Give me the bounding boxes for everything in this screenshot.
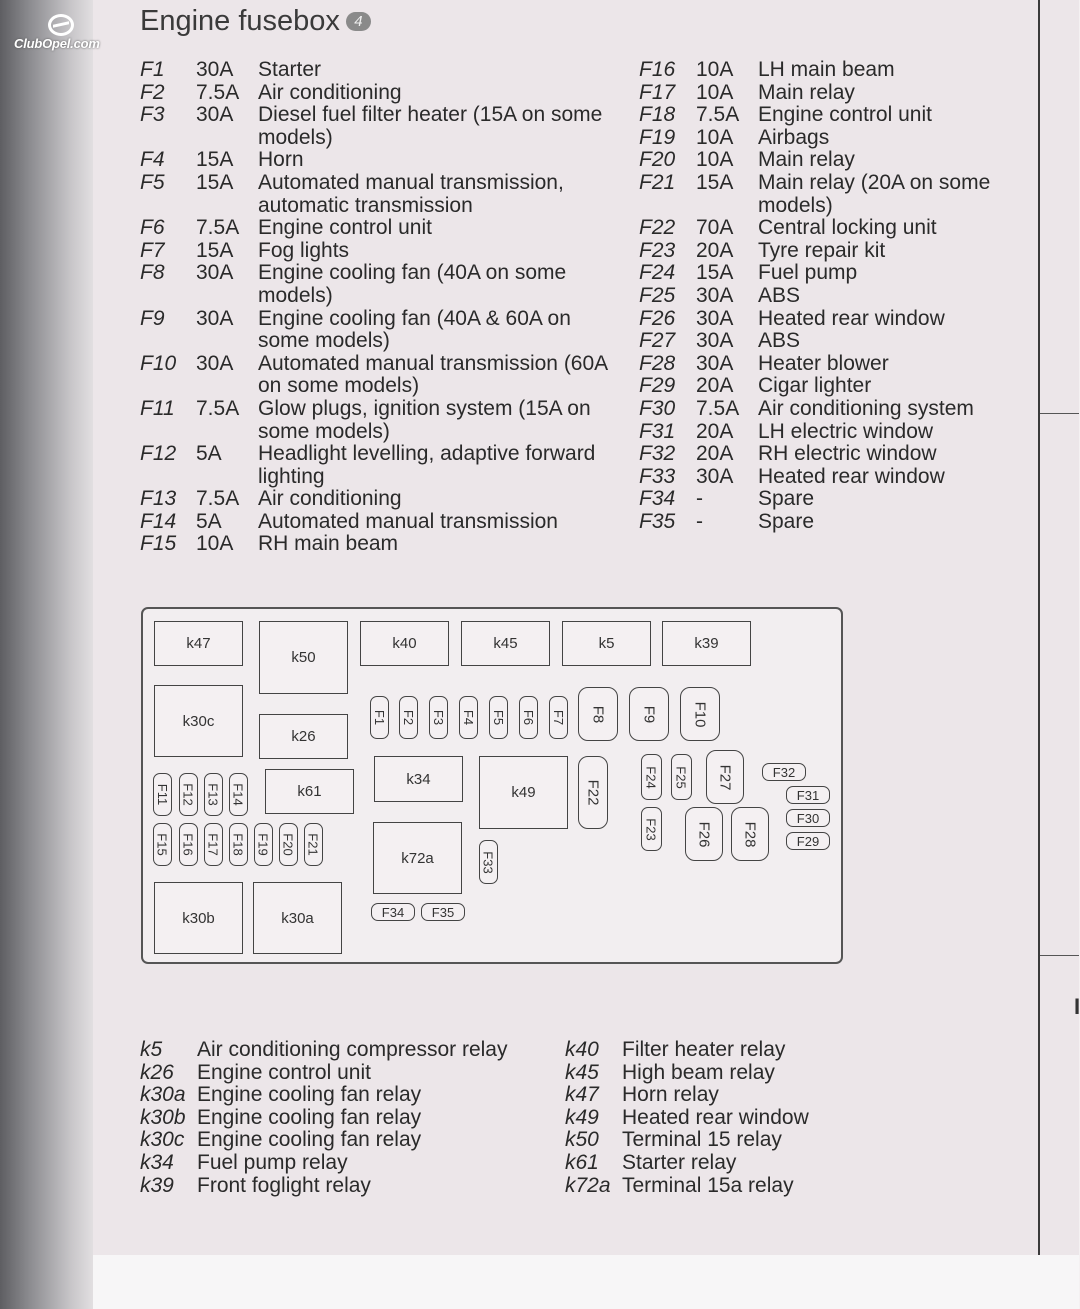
fuse-f22: F22 — [578, 756, 608, 829]
fuse-entry — [140, 149, 620, 172]
fuse-id: F18 — [639, 103, 676, 127]
relay-desc: Heated rear window — [622, 1105, 809, 1129]
relay-k26: k26 — [259, 714, 348, 759]
fuse-f18: F18 — [229, 823, 248, 866]
relay-id: k50 — [565, 1128, 599, 1152]
fuse-id: F13 — [140, 487, 177, 511]
fuse-amp: 7.5A — [696, 396, 740, 420]
relay-k50: k50 — [259, 621, 348, 694]
fuse-f5: F5 — [489, 696, 508, 739]
fuse-amp: 20A — [696, 419, 734, 443]
fuse-desc: Air conditioning system — [758, 396, 974, 420]
fuse-id: F26 — [639, 306, 676, 330]
fuse-id: F23 — [639, 238, 676, 262]
fuse-desc: LH electric window — [758, 419, 934, 443]
fuse-f14: F14 — [229, 773, 248, 816]
relay-entry — [565, 1175, 865, 1198]
edge-divider — [1040, 955, 1079, 956]
fuse-entry — [140, 59, 620, 82]
relay-k30c: k30c — [154, 685, 243, 757]
fuse-id: F32 — [639, 442, 676, 466]
relay-k72a: k72a — [373, 822, 462, 894]
relay-entry — [140, 1175, 560, 1198]
fuse-f32: F32 — [762, 763, 806, 781]
fuse-f31: F31 — [786, 786, 830, 804]
fuse-amp: 10A — [696, 58, 734, 81]
fuse-id: F33 — [639, 464, 676, 488]
fuse-desc: Central locking unit — [758, 216, 937, 240]
fuse-f11: F11 — [153, 773, 172, 816]
relay-entry — [140, 1129, 560, 1152]
fuse-desc: Engine cooling fan (40A & 60A on some models) — [258, 306, 571, 353]
fuse-entry — [140, 104, 620, 149]
fuse-amp: 7.5A — [196, 216, 240, 240]
relay-id: k49 — [565, 1105, 599, 1129]
relay-entry — [565, 1084, 865, 1107]
fuse-amp: 5A — [196, 442, 222, 466]
relay-desc: Terminal 15a relay — [622, 1173, 794, 1197]
relay-k49: k49 — [479, 756, 568, 829]
edge-text-fragment: I — [1074, 994, 1080, 1019]
fuse-entry — [639, 82, 1039, 105]
fuse-amp: 20A — [696, 374, 734, 398]
fuse-f24: F24 — [641, 754, 662, 800]
fuse-amp: 10A — [696, 148, 734, 172]
fuse-entry — [639, 240, 1039, 263]
relay-k40: k40 — [360, 621, 449, 666]
fuse-entry — [639, 443, 1039, 466]
fuse-amp: 7.5A — [696, 103, 740, 127]
fuse-desc: Starter — [258, 58, 322, 81]
fuse-id: F30 — [639, 396, 676, 420]
fuse-id: F2 — [140, 80, 165, 104]
relay-entry — [565, 1039, 865, 1062]
fuse-desc: RH electric window — [758, 442, 937, 466]
fuse-id: F6 — [140, 216, 165, 240]
relay-id: k47 — [565, 1083, 599, 1107]
relay-desc: High beam relay — [622, 1060, 775, 1084]
fuse-f35: F35 — [421, 903, 465, 921]
fuse-amp: 30A — [696, 464, 734, 488]
relay-id: k30a — [140, 1083, 186, 1107]
fuse-desc: Engine control unit — [258, 216, 432, 240]
fuse-id: F24 — [639, 261, 676, 285]
fuse-desc: Main relay (20A on some models) — [758, 170, 991, 217]
fuse-f7: F7 — [549, 696, 568, 739]
fuse-amp: 70A — [696, 216, 734, 240]
fuse-id: F28 — [639, 351, 676, 375]
relay-entry — [140, 1107, 560, 1130]
page-bottom-margin — [93, 1255, 1079, 1309]
fuse-f1: F1 — [370, 696, 389, 739]
fuse-id: F16 — [639, 58, 676, 81]
fuse-desc: Engine cooling fan (40A on some models) — [258, 261, 567, 307]
relay-entry — [565, 1129, 865, 1152]
book-spine — [0, 0, 95, 1309]
relay-entry — [140, 1062, 560, 1085]
fusebox-diagram — [141, 607, 843, 964]
fuse-f25: F25 — [671, 754, 692, 800]
fuse-entry — [639, 217, 1039, 240]
fuse-desc: Airbags — [758, 125, 830, 149]
relay-list-right — [565, 1039, 865, 1197]
fuse-id: F4 — [140, 148, 165, 172]
fuse-amp: 30A — [196, 103, 234, 127]
fuse-desc: Air conditioning — [258, 487, 402, 511]
fuse-id: F34 — [639, 487, 676, 511]
relay-k30a: k30a — [253, 882, 342, 954]
fuse-entry — [639, 375, 1039, 398]
fuse-amp: 7.5A — [196, 80, 240, 104]
fuse-amp: - — [696, 487, 703, 511]
fuse-entry — [140, 488, 620, 511]
fuse-desc: Automated manual transmission (60A on some models) — [258, 351, 608, 398]
fuse-id: F19 — [639, 125, 676, 149]
fuse-desc: Air conditioning — [258, 80, 402, 104]
relay-k30b: k30b — [154, 882, 243, 954]
fuse-entry — [639, 172, 1039, 217]
fuse-amp: 10A — [696, 125, 734, 149]
fuse-amp: 30A — [696, 283, 734, 307]
fuse-entry — [140, 353, 620, 398]
page-title — [140, 5, 371, 38]
fuse-desc: LH main beam — [758, 58, 895, 81]
fuse-desc: Diesel fuel filter heater (15A on some models) — [258, 103, 603, 149]
relay-id: k34 — [140, 1150, 174, 1174]
fuse-list-right — [639, 59, 1039, 533]
fuse-entry — [140, 443, 620, 488]
relay-id: k61 — [565, 1150, 599, 1174]
fuse-f28: F28 — [731, 807, 769, 861]
relay-k47: k47 — [154, 621, 243, 666]
relay-id: k30c — [140, 1128, 185, 1152]
fuse-f9: F9 — [629, 687, 669, 741]
relay-id: k72a — [565, 1173, 611, 1197]
fuse-f13: F13 — [204, 773, 223, 816]
fuse-amp: 10A — [696, 80, 734, 104]
fuse-amp: 30A — [696, 351, 734, 375]
relay-desc: Filter heater relay — [622, 1038, 786, 1061]
fuse-entry — [140, 511, 620, 534]
edge-divider — [1040, 413, 1079, 414]
fuse-entry — [140, 308, 620, 353]
fuse-id: F10 — [140, 351, 177, 375]
relay-entry — [140, 1152, 560, 1175]
fuse-f19: F19 — [254, 823, 273, 866]
fuse-entry — [639, 353, 1039, 376]
fuse-entry — [639, 308, 1039, 331]
relay-desc: Engine cooling fan relay — [197, 1105, 422, 1129]
fuse-f15: F15 — [153, 823, 172, 866]
relay-desc: Front foglight relay — [197, 1173, 371, 1197]
fuse-desc: Fog lights — [258, 238, 350, 262]
relay-id: k39 — [140, 1173, 174, 1197]
fuse-entry — [639, 398, 1039, 421]
fuse-f26: F26 — [685, 807, 723, 861]
fuse-amp: 7.5A — [196, 487, 240, 511]
fuse-desc: Main relay — [758, 80, 855, 104]
fuse-f17: F17 — [204, 823, 223, 866]
relay-id: k45 — [565, 1060, 599, 1084]
fuse-f23: F23 — [641, 807, 662, 851]
relay-desc: Engine cooling fan relay — [197, 1083, 422, 1107]
fuse-desc: Engine control unit — [758, 103, 932, 127]
page-title-text: Engine fusebox — [140, 5, 340, 37]
fuse-entry — [140, 217, 620, 240]
fuse-f33: F33 — [479, 840, 498, 884]
fuse-desc: Spare — [758, 487, 815, 511]
fuse-entry — [140, 398, 620, 443]
fuse-desc: Cigar lighter — [758, 374, 872, 398]
fuse-id: F27 — [639, 329, 676, 353]
fuse-amp: 10A — [196, 532, 234, 556]
fuse-f30: F30 — [786, 809, 830, 827]
relay-list-left — [140, 1039, 560, 1197]
fuse-id: F35 — [639, 509, 676, 533]
fuse-entry — [639, 59, 1039, 82]
fuse-f3: F3 — [429, 696, 448, 739]
fuse-f21: F21 — [304, 823, 323, 866]
relay-id: k40 — [565, 1038, 599, 1061]
fuse-id: F25 — [639, 283, 676, 307]
watermark-logo-icon — [48, 14, 74, 36]
fuse-desc: Fuel pump — [758, 261, 858, 285]
fuse-entry — [140, 533, 620, 556]
relay-k5: k5 — [562, 621, 651, 666]
fuse-id: F3 — [140, 103, 165, 127]
fuse-id: F21 — [639, 170, 676, 194]
fuse-entry — [639, 511, 1039, 534]
fuse-desc: Main relay — [758, 148, 855, 172]
fuse-f27: F27 — [706, 750, 744, 804]
fuse-desc: Automated manual transmission — [258, 509, 558, 533]
fuse-list-left — [140, 59, 620, 556]
fuse-f4: F4 — [459, 696, 478, 739]
relay-k61: k61 — [265, 769, 354, 814]
fuse-desc: Horn — [258, 148, 304, 172]
fuse-f29: F29 — [786, 832, 830, 850]
fuse-amp: - — [696, 509, 703, 533]
fuse-id: F8 — [140, 261, 165, 285]
fuse-entry — [639, 488, 1039, 511]
fuse-id: F14 — [140, 509, 177, 533]
fuse-id: F11 — [140, 396, 175, 420]
section-badge: 4 — [346, 12, 371, 31]
fuse-entry — [639, 285, 1039, 308]
fuse-amp: 15A — [196, 170, 234, 194]
fuse-amp: 30A — [196, 261, 234, 285]
relay-desc: Fuel pump relay — [197, 1150, 348, 1174]
fuse-desc: Heater blower — [758, 351, 889, 375]
fuse-entry — [140, 172, 620, 217]
fuse-entry — [639, 262, 1039, 285]
fuse-f10: F10 — [680, 687, 720, 741]
relay-k45: k45 — [461, 621, 550, 666]
fuse-amp: 20A — [696, 442, 734, 466]
fuse-id: F9 — [140, 306, 165, 330]
fuse-f2: F2 — [399, 696, 418, 739]
relay-entry — [140, 1039, 560, 1062]
fuse-id: F17 — [639, 80, 676, 104]
fuse-desc: ABS — [758, 329, 801, 353]
fuse-f6: F6 — [519, 696, 538, 739]
relay-entry — [565, 1152, 865, 1175]
fuse-id: F15 — [140, 532, 177, 556]
fuse-amp: 15A — [696, 170, 734, 194]
fuse-entry — [639, 330, 1039, 353]
fuse-desc: Headlight levelling, adaptive forward lighting — [258, 442, 596, 488]
fuse-amp: 30A — [196, 58, 234, 81]
fuse-desc: Glow plugs, ignition system (15A on some models) — [258, 396, 591, 443]
fuse-entry — [140, 240, 620, 263]
fuse-f34: F34 — [371, 903, 415, 921]
fuse-desc: Spare — [758, 509, 815, 533]
fuse-amp: 30A — [196, 351, 234, 375]
fuse-amp: 15A — [196, 238, 234, 262]
fuse-entry — [140, 82, 620, 105]
relay-desc: Starter relay — [622, 1150, 737, 1174]
relay-k34: k34 — [374, 756, 463, 802]
fuse-amp: 5A — [196, 509, 222, 533]
fuse-id: F5 — [140, 170, 165, 194]
fuse-desc: Tyre repair kit — [758, 238, 886, 262]
fuse-entry — [639, 104, 1039, 127]
watermark-text: ClubOpel.com — [14, 36, 100, 51]
fuse-desc: RH main beam — [258, 532, 399, 556]
fuse-amp: 30A — [196, 306, 234, 330]
fuse-desc: Heated rear window — [758, 464, 945, 488]
relay-k39: k39 — [662, 621, 751, 666]
fuse-amp: 30A — [696, 306, 734, 330]
fuse-id: F7 — [140, 238, 165, 262]
relay-desc: Terminal 15 relay — [622, 1128, 782, 1152]
fuse-id: F1 — [140, 58, 165, 81]
relay-entry — [565, 1062, 865, 1085]
fuse-entry — [639, 149, 1039, 172]
fuse-f20: F20 — [279, 823, 298, 866]
fuse-entry — [639, 466, 1039, 489]
relay-desc: Engine cooling fan relay — [197, 1128, 422, 1152]
fuse-amp: 7.5A — [196, 396, 240, 420]
fuse-desc: Automated manual transmission, automatic transmission — [258, 170, 564, 217]
relay-id: k26 — [140, 1060, 174, 1084]
relay-id: k30b — [140, 1105, 186, 1129]
fuse-amp: 15A — [696, 261, 734, 285]
fuse-amp: 15A — [196, 148, 234, 172]
fuse-f8: F8 — [578, 687, 618, 741]
fuse-id: F20 — [639, 148, 676, 172]
relay-entry — [565, 1107, 865, 1130]
relay-desc: Engine control unit — [197, 1060, 371, 1084]
fuse-f12: F12 — [179, 773, 198, 816]
fuse-id: F22 — [639, 216, 676, 240]
fuse-desc: Heated rear window — [758, 306, 945, 330]
fuse-f16: F16 — [179, 823, 198, 866]
fuse-desc: ABS — [758, 283, 801, 307]
fuse-entry — [140, 262, 620, 307]
fuse-id: F29 — [639, 374, 676, 398]
relay-desc: Horn relay — [622, 1083, 719, 1107]
fuse-amp: 20A — [696, 238, 734, 262]
fuse-entry — [639, 421, 1039, 444]
relay-entry — [140, 1084, 560, 1107]
relay-desc: Air conditioning compressor relay — [197, 1038, 508, 1061]
fuse-id: F31 — [639, 419, 676, 443]
relay-id: k5 — [140, 1038, 163, 1061]
fuse-entry — [639, 127, 1039, 150]
fuse-amp: 30A — [696, 329, 734, 353]
fuse-id: F12 — [140, 442, 177, 466]
